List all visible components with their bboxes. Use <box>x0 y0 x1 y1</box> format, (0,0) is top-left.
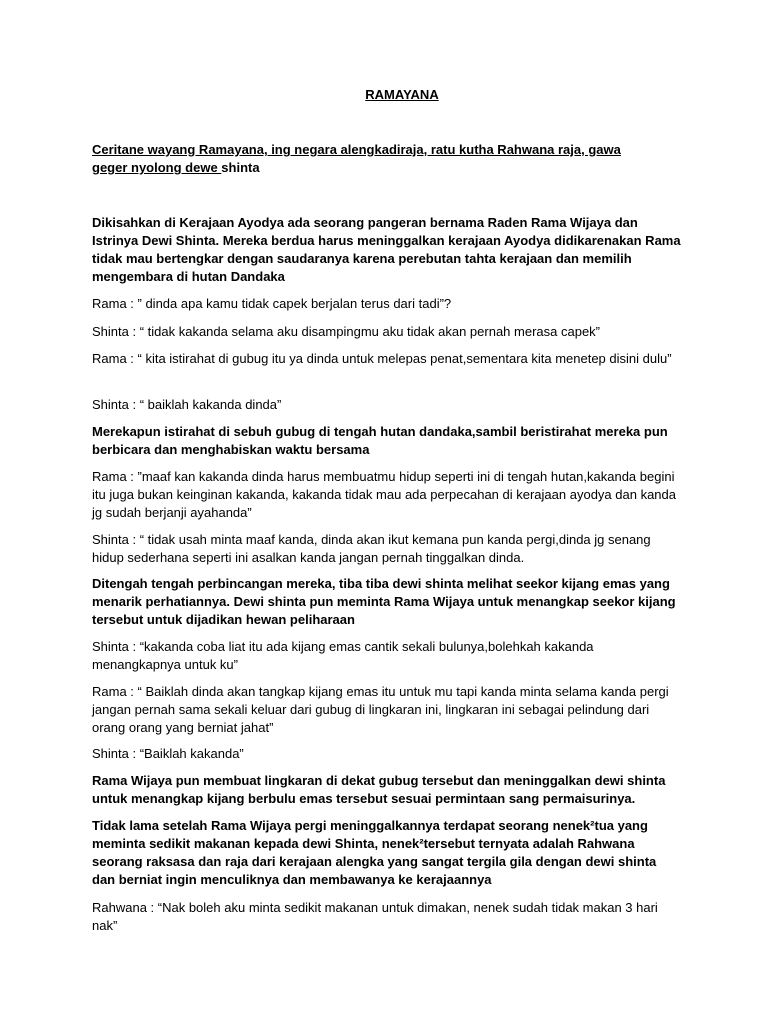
narration-paragraph: Dikisahkan di Kerajaan Ayodya ada seorang pangeran bernama Raden Rama Wijaya dan Istrinya Dewi Shinta. Mereka berdua harus meninggalkan kerajaan Ayodya didikarenakan Rama tidak mau bertengkar dengan saudaranya karena perebutan tahta kerajaan dan memilih mengembara di hutan Dandaka <box>92 215 681 284</box>
subtitle-underlined: Ceritane wayang Ramayana, ing negara alengkadiraja, ratu kutha Rahwana raja, gawa geger nyolong dewe <box>92 142 621 175</box>
dialogue-line: Shinta : “ tidak usah minta maaf kanda, dinda akan ikut kemana pun kanda pergi,dinda jg senang hidup sederhana seperti ini asalkan kanda jangan pernah tinggalkan dinda. <box>92 532 651 565</box>
dialogue-line: Shinta : “kakanda coba liat itu ada kijang emas cantik sekali bulunya,bolehkah kakanda menangkapnya untuk ku” <box>92 639 594 672</box>
narration-paragraph: Tidak lama setelah Rama Wijaya pergi meninggalkannya terdapat seorang nenek²tua yang meminta sedikit makanan kepada dewi Shinta, nenek²tersebut ternyata adalah Rahwana seorang raksasa dan raja dari kerajaan alengka yang sangat tergila gila dengan dewi shinta dan berniat ingin menculiknya dan membawanya ke kerajaannya <box>92 818 657 887</box>
dialogue-line: Rama : ”maaf kan kakanda dinda harus membuatmu hidup seperti ini di tengah hutan,kakanda begini itu juga bukan keinginan kakanda, kakanda tidak mau ada perpecahan di kerajaan ayodya dan kanda jg sudah berjanji ayahanda” <box>92 469 676 520</box>
narration-paragraph: Merekapun istirahat di sebuh gubug di tengah hutan dandaka,sambil beristirahat mereka pun berbicara dan menghabiskan waktu bersama <box>92 424 668 457</box>
document-subtitle <box>92 141 652 177</box>
subtitle-plain: shinta <box>221 160 260 175</box>
dialogue-line: Shinta : “Baiklah kakanda” <box>92 746 244 761</box>
dialogue-line: Rama : “ kita istirahat di gubug itu ya dinda untuk melepas penat,sementara kita menetep disini dulu” <box>92 351 672 366</box>
dialogue-line: Rama : ” dinda apa kamu tidak capek berjalan terus dari tadi”? <box>92 296 452 311</box>
dialogue-line: Rahwana : “Nak boleh aku minta sedikit makanan untuk dimakan, nenek sudah tidak makan 3 hari nak” <box>92 900 658 933</box>
narration-paragraph: Rama Wijaya pun membuat lingkaran di dekat gubug tersebut dan meninggalkan dewi shinta untuk menangkap kijang berbulu emas tersebut sesuai permintaan sang permaisurinya. <box>92 773 666 806</box>
document-title: RAMAYANA <box>365 87 439 102</box>
dialogue-line: Shinta : “ baiklah kakanda dinda” <box>92 397 282 412</box>
dialogue-line: Rama : “ Baiklah dinda akan tangkap kijang emas itu untuk mu tapi kanda minta selama kanda pergi jangan pernah sama sekali keluar dari gubug di lingkaran ini, lingkaran ini sebagai pelindung dari orang orang yang berniat jahat” <box>92 684 669 735</box>
narration-paragraph: Ditengah tengah perbincangan mereka, tiba tiba dewi shinta melihat seekor kijang emas yang menarik perhatiannya. Dewi shinta pun meminta Rama Wijaya untuk menangkap seekor kijang tersebut untuk dijadikan hewan peliharaan <box>92 576 676 627</box>
dialogue-line: Shinta : “ tidak kakanda selama aku disampingmu aku tidak akan pernah merasa capek” <box>92 324 601 339</box>
